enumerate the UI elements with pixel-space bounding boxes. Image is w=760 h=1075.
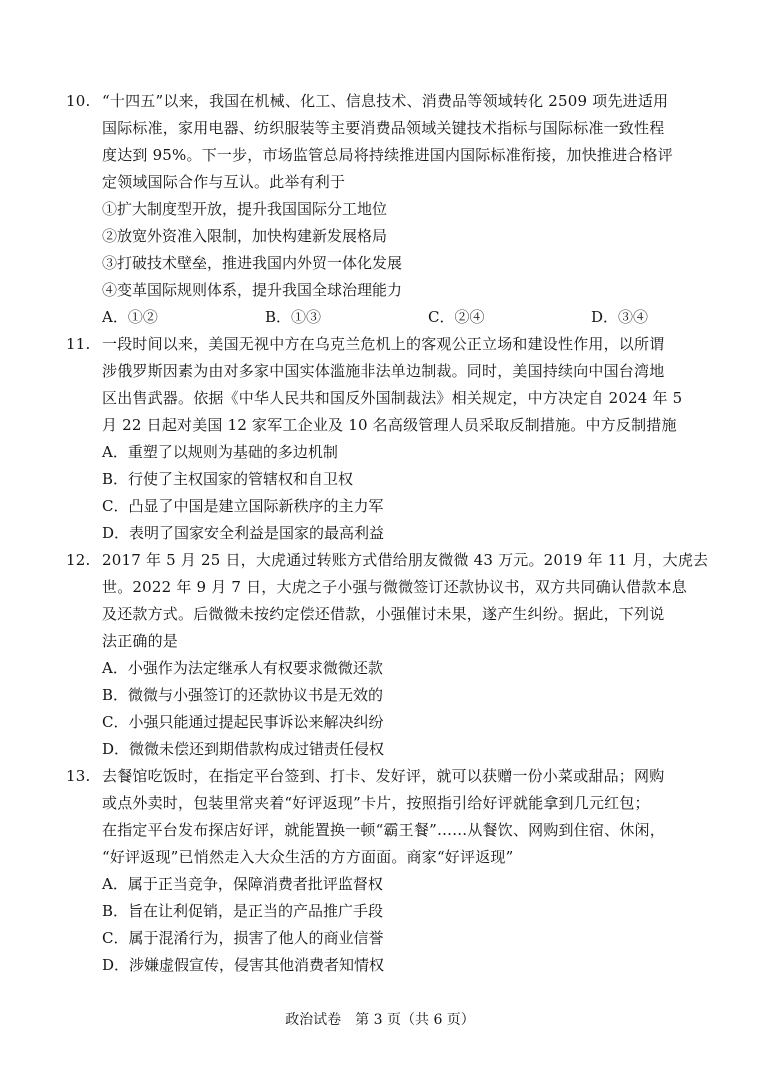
stem-text: 2017 年 5 月 25 日，大虎通过转账方式借给朋友微微 43 万元。2019 年 11 月，大虎去 [102, 551, 709, 569]
question-stem-line: 及还款方式。后微微未按约定偿还借款，小强催讨未果，遂产生纠纷。据此，下列说 [102, 605, 665, 623]
option-a: A．小强作为法定继承人有权要求微微还款 [102, 659, 383, 677]
question-stem-line [66, 88, 696, 115]
question-11 [66, 331, 696, 547]
option-d: D．微微未偿还到期借款构成过错责任侵权 [102, 740, 385, 758]
option-c: C．凸显了中国是建立国际新秩序的主力军 [102, 497, 384, 515]
statement-item: ④变革国际规则体系，提升我国全球治理能力 [102, 281, 403, 299]
question-stem-line: 在指定平台发布探店好评，就能置换一顿“霸王餐”……从餐饮、网购到住宿、休闲， [102, 821, 665, 839]
option-b: B．旨在让利促销，是正当的产品推广手段 [102, 902, 384, 920]
question-stem-line [66, 763, 696, 790]
option-c: C．小强只能通过提起民事诉讼来解决纠纷 [102, 713, 384, 731]
question-12 [66, 547, 709, 763]
option-a: A．重塑了以规则为基础的多边机制 [102, 443, 338, 461]
page-footer: 政治试卷 第 3 页（共 6 页） [285, 1012, 475, 1028]
question-number: 12. [66, 551, 91, 569]
question-stem-line: 定领域国际合作与互认。此举有利于 [102, 173, 346, 191]
option-d: D．表明了国家安全利益是国家的最高利益 [102, 524, 385, 542]
stem-text: 一段时间以来，美国无视中方在乌克兰危机上的客观公正立场和建设性作用，以所谓 [102, 335, 665, 353]
statement-item: ①扩大制度型开放，提升我国国际分工地位 [102, 200, 388, 218]
option-c: C．属于混淆行为，损害了他人的商业信誉 [102, 929, 384, 947]
option-a: A．①② [102, 308, 158, 326]
question-stem-line: 国际标准，家用电器、纺织服装等主要消费品领域关键技术指标与国际标准一致性程 [102, 119, 665, 137]
option-b: B．①③ [265, 308, 322, 326]
question-stem-line: “好评返现”已悄然走入大众生活的方方面面。商家“好评返现” [102, 848, 514, 866]
question-stem-line: 区出售武器。依据《中华人民共和国反外国制裁法》相关规定，中方决定自 2024 年 5 [102, 389, 683, 407]
statement-item: ②放宽外资准入限制，加快构建新发展格局 [102, 227, 388, 245]
stem-text: 去餐馆吃饭时，在指定平台签到、打卡、发好评，就可以获赠一份小菜或甜品；网购 [102, 767, 665, 785]
question-stem-line [66, 547, 709, 574]
statement-item: ③打破技术壁垒，推进我国内外贸一体化发展 [102, 254, 403, 272]
question-10 [66, 88, 696, 331]
question-stem-line: 法正确的是 [102, 632, 179, 650]
question-stem-line: 涉俄罗斯因素为由对多家中国实体滥施非法单边制裁。同时，美国持续向中国台湾地 [102, 362, 665, 380]
question-number: 11. [66, 335, 91, 353]
question-number: 10. [66, 92, 91, 110]
question-13 [66, 763, 696, 979]
question-stem-line [66, 331, 696, 358]
option-d: D．③④ [591, 308, 649, 326]
option-a: A．属于正当竞争，保障消费者批评监督权 [102, 875, 383, 893]
option-b: B．行使了主权国家的管辖权和自卫权 [102, 470, 354, 488]
question-stem-line: 或点外卖时，包装里常夹着“好评返现”卡片，按照指引给好评就能拿到几元红包； [102, 794, 650, 812]
question-stem-line: 度达到 95%。下一步，市场监管总局将持续推进国内国际标准衔接，加快推进合格评 [102, 146, 673, 164]
option-c: C．②④ [428, 308, 485, 326]
option-b: B．微微与小强签订的还款协议书是无效的 [102, 686, 384, 704]
question-stem-line: 世。2022 年 9 月 7 日，大虎之子小强与微微签订还款协议书，双方共同确认借款本息 [102, 578, 687, 596]
stem-text: “十四五”以来，我国在机械、化工、信息技术、消费品等领域转化 2509 项先进适用 [102, 92, 669, 110]
question-stem-line: 月 22 日起对美国 12 家军工企业及 10 名高级管理人员采取反制措施。中方反制措施 [102, 416, 677, 434]
question-number: 13. [66, 767, 91, 785]
option-d: D．涉嫌虚假宣传，侵害其他消费者知情权 [102, 956, 385, 974]
options-row [66, 304, 696, 331]
